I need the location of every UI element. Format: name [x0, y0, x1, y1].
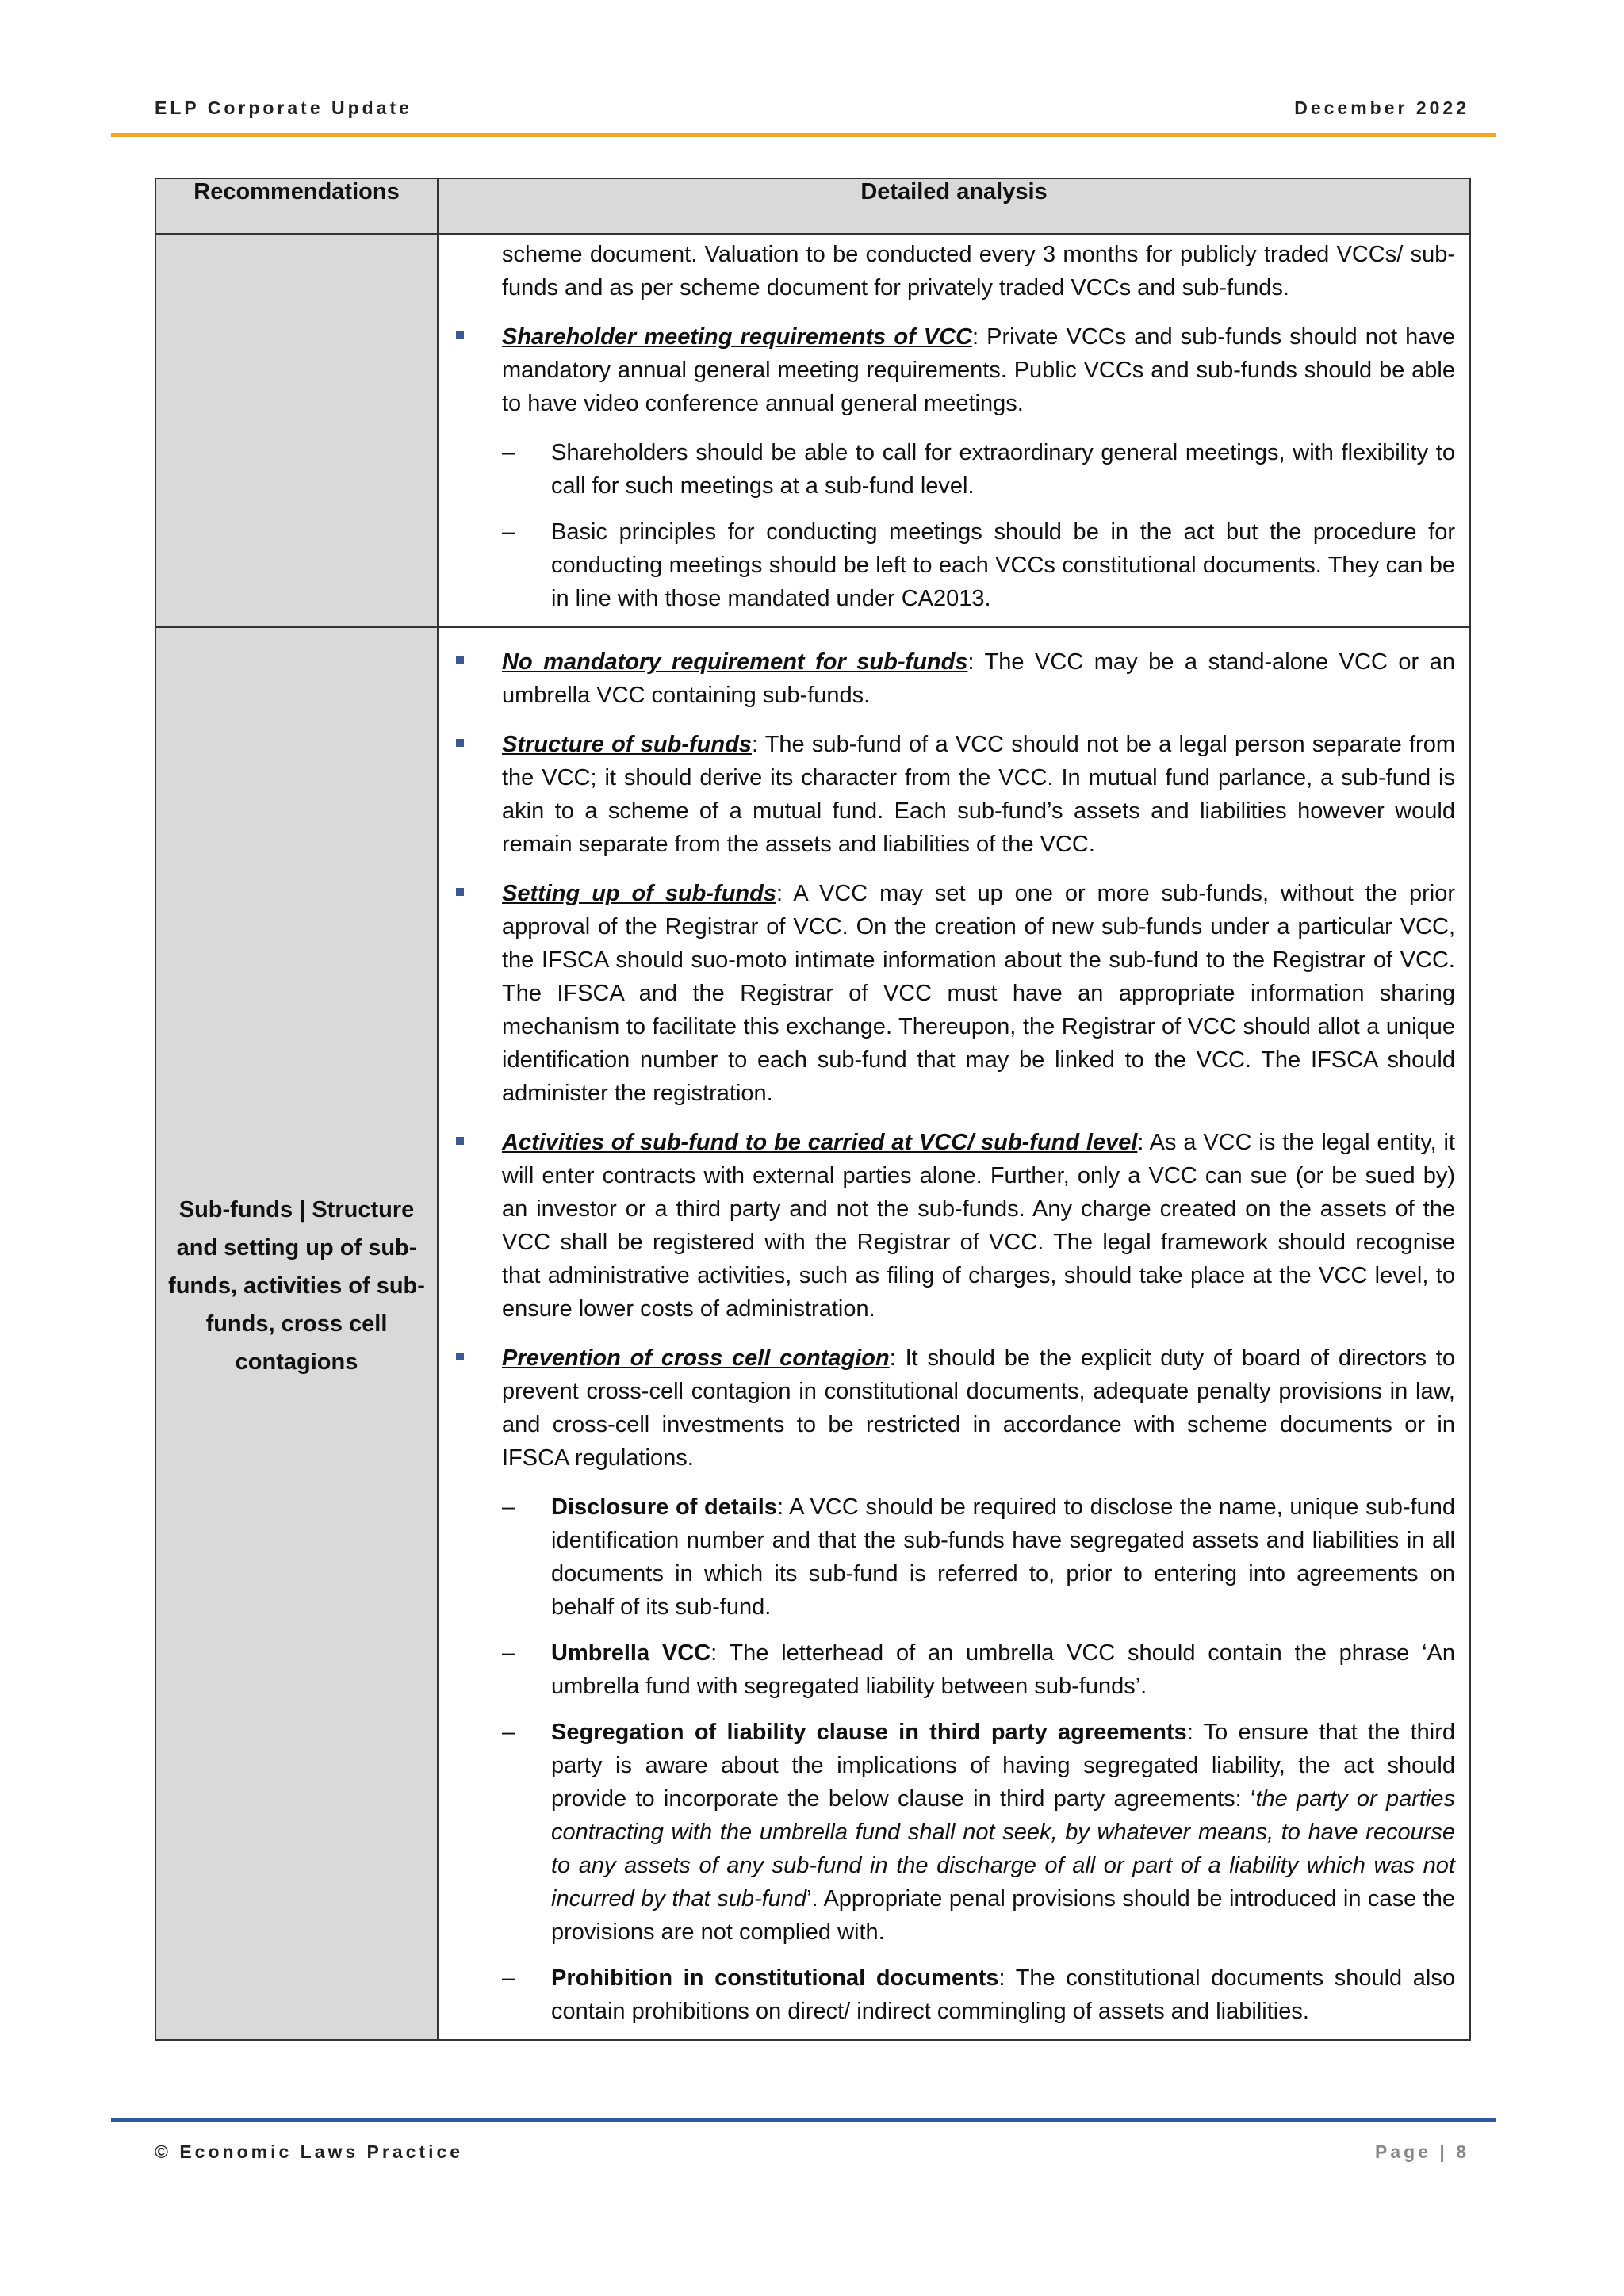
footer-copyright: © Economic Laws Practice	[155, 2141, 464, 2162]
bullet-text: : The VCC may be a stand-alone VCC or an umbrella VCC containing sub-funds.	[502, 649, 1455, 708]
bullet-text: : The sub-fund of a VCC should not be a legal person separate from the VCC; it should derive its character from the VCC. In mutual fund parlance, a sub-fund is akin to a scheme of a mutual fund. Each sub-fund’s assets and liabilities however would remain separate from the assets and liabilities of the VCC.	[502, 732, 1456, 857]
header-publication: ELP Corporate Update	[155, 97, 412, 118]
recommendation-cell	[155, 627, 438, 2040]
header-date: December 2022	[1294, 97, 1469, 118]
bullet-item	[502, 645, 1455, 712]
sub-keyword: Prohibition in constitutional documents	[551, 1965, 999, 1991]
square-bullet-icon	[456, 656, 464, 664]
header-divider	[111, 133, 1496, 137]
bullet-text: : As a VCC is the legal entity, it will enter contracts with external parties alone. Further, only a VCC can sue (or be sued by) an investor or a third party and not the sub-funds. Any charge created on the assets of the VCC shall be registered with the Registrar of VCC. The legal framework should recognise that administrative activities, such as filing of charges, should take place at the VCC level, to ensure lower costs of administration.	[502, 1130, 1455, 1322]
page-number: Page | 8	[1375, 2141, 1469, 2162]
bullet-keyword: Shareholder meeting requirements of VCC	[502, 324, 973, 350]
bullet-keyword: Structure of sub-funds	[502, 732, 752, 757]
recommendation-cell	[155, 234, 438, 627]
square-bullet-icon	[456, 1353, 464, 1360]
sub-text-after: ’. Appropriate penal provisions should be introduced in case the provisions are not complied with.	[551, 1886, 1455, 1945]
sub-item	[502, 1716, 1455, 1949]
continued-text: scheme document. Valuation to be conducted every 3 months for publicly traded VCCs/ sub-funds and as per scheme document for privately traded VCCs and sub-funds.	[502, 242, 1455, 300]
sub-text: : The letterhead of an umbrella VCC should contain the phrase ‘An umbrella fund with segregated liability between sub-funds’.	[551, 1640, 1456, 1699]
sub-keyword: Disclosure of details	[551, 1494, 777, 1520]
bullet-item	[502, 320, 1455, 420]
dash-bullet-icon: –	[502, 1720, 515, 1745]
table-row	[155, 234, 1470, 627]
recommendation-title: Sub-funds | Structure and setting up of sub-funds, activities of sub-funds, cross cell contagions	[168, 1197, 425, 1375]
sub-item	[502, 436, 1455, 503]
bullet-text: : A VCC may set up one or more sub-funds, without the prior approval of the Registrar of VCC. On the creation of new sub-funds under a particular VCC, the IFSCA should suo-moto intimate information about the sub-fund to the Registrar of VCC. The IFSCA and the Registrar of VCC must have an appropriate information sharing mechanism to facilitate this exchange. Thereupon, the Registrar of VCC should allot a unique identification number to each sub-fund that may be linked to the VCC. The IFSCA should administer the registration.	[502, 881, 1455, 1106]
square-bullet-icon	[456, 739, 464, 747]
bullet-text: : It should be the explicit duty of board of directors to prevent cross-cell contagion in constitutional documents, adequate penalty provisions in law, and cross-cell investments to be restricted in accordance with scheme documents or in IFSCA regulations.	[502, 1345, 1455, 1471]
sub-text: Basic principles for conducting meetings should be in the act but the procedure for conducting meetings should be left to each VCCs constitutional documents. They can be in line with those mandated under CA2013.	[551, 519, 1455, 611]
sub-keyword: Segregation of liability clause in third party agreements	[551, 1720, 1187, 1745]
bullet-keyword: Prevention of cross cell contagion	[502, 1345, 890, 1371]
quoted-clause: the party or parties contracting with the umbrella fund shall not seek, by whatever means, to have recourse to any assets of any sub-fund in the discharge of all or part of a liability which was not incurred by that sub-fund	[551, 1786, 1455, 1911]
square-bullet-icon	[456, 331, 464, 339]
bullet-keyword: Activities of sub-fund to be carried at VCC/ sub-fund level	[502, 1130, 1138, 1155]
square-bullet-icon	[456, 888, 464, 896]
sub-text: : A VCC should be required to disclose the name, unique sub-fund identification number and that the sub-funds have segregated assets and liabilities in all documents in which its sub-fund is referred to, prior to entering into agreements on behalf of its sub-fund.	[551, 1494, 1455, 1620]
bullet-keyword: No mandatory requirement for sub-funds	[502, 649, 968, 675]
sub-item	[502, 1636, 1456, 1703]
sub-item	[502, 515, 1455, 615]
dash-bullet-icon: –	[502, 1965, 515, 1991]
col-header-analysis: Detailed analysis	[438, 178, 1470, 234]
page-footer	[155, 2137, 1469, 2166]
bullet-item	[502, 877, 1455, 1110]
sub-item	[502, 1961, 1455, 2028]
bullet-item	[502, 1126, 1455, 1326]
bullet-keyword: Setting up of sub-funds	[502, 881, 776, 906]
sub-keyword: Umbrella VCC	[551, 1640, 711, 1666]
bullet-item	[502, 1341, 1455, 1475]
bullet-text: : Private VCCs and sub-funds should not have mandatory annual general meeting requirements. Public VCCs and sub-funds should be able to have video conference annual general meetings.	[502, 324, 1455, 416]
analysis-cell	[438, 234, 1470, 627]
dash-bullet-icon: –	[502, 519, 515, 545]
analysis-cell	[438, 627, 1470, 2040]
dash-bullet-icon: –	[502, 1640, 515, 1666]
analysis-table	[155, 178, 1471, 2041]
page-header	[155, 94, 1469, 122]
sub-text: : To ensure that the third party is aware about the implications of having segregated liability, the act should provide to incorporate the below clause in third party agreements: ‘	[551, 1720, 1455, 1812]
footer-divider	[111, 2118, 1496, 2122]
col-header-recommendations: Recommendations	[155, 178, 438, 234]
sub-text: Shareholders should be able to call for extraordinary general meetings, with flexibility to call for such meetings at a sub-fund level.	[551, 440, 1455, 499]
table-row	[155, 627, 1470, 2040]
table-header-row	[155, 178, 1470, 234]
sub-text: : The constitutional documents should also contain prohibitions on direct/ indirect commingling of assets and liabilities.	[551, 1965, 1455, 2024]
square-bullet-icon	[456, 1137, 464, 1145]
bullet-item	[502, 728, 1455, 861]
sub-item	[502, 1490, 1455, 1624]
dash-bullet-icon: –	[502, 440, 515, 465]
dash-bullet-icon: –	[502, 1494, 515, 1520]
